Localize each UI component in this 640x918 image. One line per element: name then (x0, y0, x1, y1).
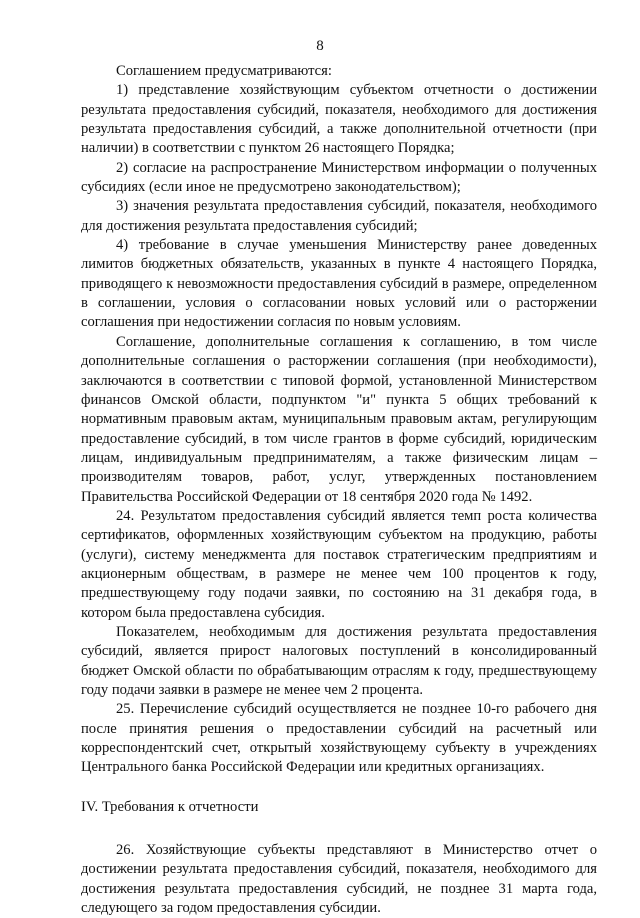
page-number: 8 (316, 38, 324, 54)
paragraph-intro: Соглашением предусматриваются: (116, 63, 332, 79)
section-heading: IV. Требования к отчетности (81, 798, 259, 815)
document-body (81, 62, 597, 918)
paragraph-indicator: Показателем, необходимым для достижения результата предоставления субсидий, является прирост налоговых поступлений в консолидированный бюджет Омской области по обрабатывающим отраслям к году, предшествующему году подачи заявки в размере не менее чем 2 процента. (81, 623, 597, 698)
paragraph-26: 26. Хозяйствующие субъекты представляют в Министерство отчет о достижении результата предоставления субсидий, показателя, необходимого для достижения результата предоставления субсидий, не позднее 31 марта года, следующего за годом предоставления субсидии. (81, 842, 597, 917)
paragraph-item-2: 2) согласие на распространение Министерством информации о полученных субсидиях (если иное не предусмотрено законодательством); (81, 159, 597, 196)
paragraph-item-3: 3) значения результата предоставления субсидий, показателя, необходимого для достижения результата предоставления субсидий; (81, 198, 597, 234)
paragraph-item-1: 1) представление хозяйствующим субъектом отчетности о достижении результата предоставления субсидий, показателя, необходимого для достижения результата предоставления субсидий, а также дополнительной отчетности (при наличии) в соответствии с пунктом 26 настоящего Порядка; (81, 82, 597, 157)
paragraph-25: 25. Перечисление субсидий осуществляется не позднее 10-го рабочего дня после принятия решения о предоставлении субсидий на расчетный или корреспондентский счет, открытый хозяйствующему субъекту в учреждениях Центрального банка Российской Федерации или кредитных организациях. (81, 701, 597, 776)
paragraph-item-4: 4) требование в случае уменьшения Министерству ранее доведенных лимитов бюджетных обязательств, указанных в пункте 4 настоящего Порядка, приводящего к невозможности предоставления субсидий в размере, определенном в соглашении, условия о согласовании новых условий или о расторжении соглашения при недостижении согласия по новым условиям. (81, 237, 597, 331)
paragraph-agreement: Соглашение, дополнительные соглашения к соглашению, в том числе дополнительные соглашения о расторжении соглашения (при необходимости), заключаются в соответствии с типовой формой, установленной Министерством финансов Омской области, подпунктом "и" пункта 5 общих требований к нормативным правовым актам, муниципальным правовым актам, регулирующим предоставление субсидий, в том числе грантов в форме субсидий, юридическим лицам, индивидуальным предпринимателям, а также физическим лицам – производителям товаров, работ, услуг, утвержденных постановлением Правительства Российской Федерации от 18 сентября 2020 года № 1492. (81, 333, 597, 505)
paragraph-24: 24. Результатом предоставления субсидий является темп роста количества сертификатов, оформленных хозяйствующим субъектом на продукцию, работы (услуги), систему менеджмента для поставок стратегическим предприятиям и акционерным обществам, в размере не менее чем 100 процентов к году, предшествующему году подачи заявки, по состоянию на 31 декабря года, в котором была предоставлена субсидия. (81, 507, 597, 621)
